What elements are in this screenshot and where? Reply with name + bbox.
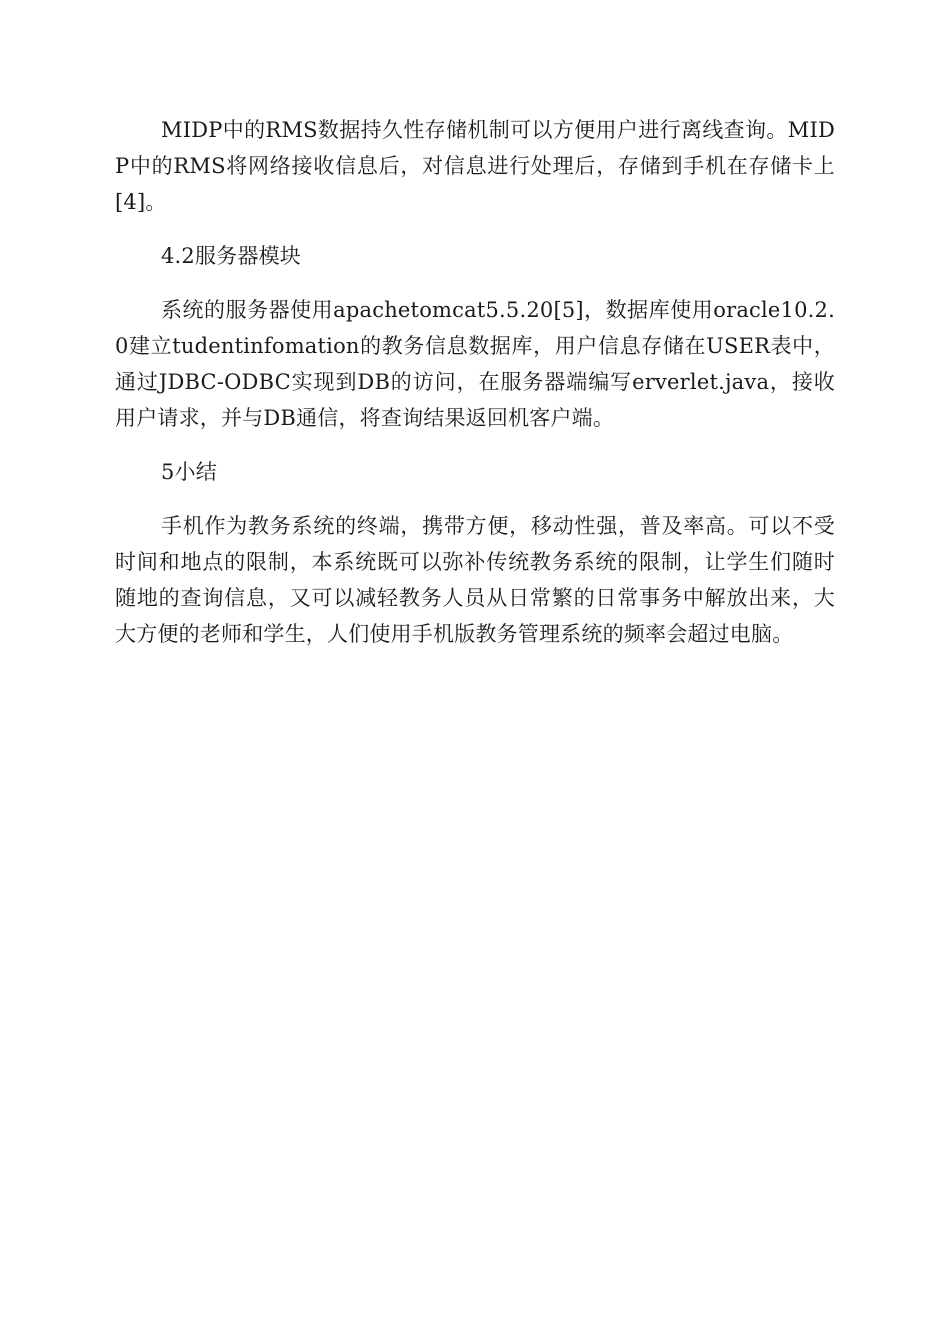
- paragraph-server-description: 系统的服务器使用apachetomcat5.5.20[5]，数据库使用oracle10.2.0建立tudentinfomation的教务信息数据库，用户信息存储在USER表中，通过JDBC-ODBC实现到DB的访问，在服务器端编写erverlet.java，接收用户请求，并与DB通信，将查询结果返回机客户端。: [115, 298, 835, 430]
- paragraph-rms-storage: MIDP中的RMS数据持久性存储机制可以方便用户进行离线查询。MIDP中的RMS将网络接收信息后，对信息进行处理后，存储到手机在存储卡上[4]。: [115, 118, 835, 214]
- document-body: [115, 112, 835, 670]
- paragraph-summary: 手机作为教务系统的终端，携带方便，移动性强，普及率高。可以不受时间和地点的限制，本系统既可以弥补传统教务系统的限制，让学生们随时随地的查询信息，又可以减轻教务人员从日常繁的日常事务中解放出来，大大方便的老师和学生，人们使用手机版教务管理系统的频率会超过电脑。: [115, 514, 835, 646]
- section-heading-server-module: 4.2服务器模块: [161, 244, 301, 268]
- section-heading-summary: 5小结: [161, 460, 217, 484]
